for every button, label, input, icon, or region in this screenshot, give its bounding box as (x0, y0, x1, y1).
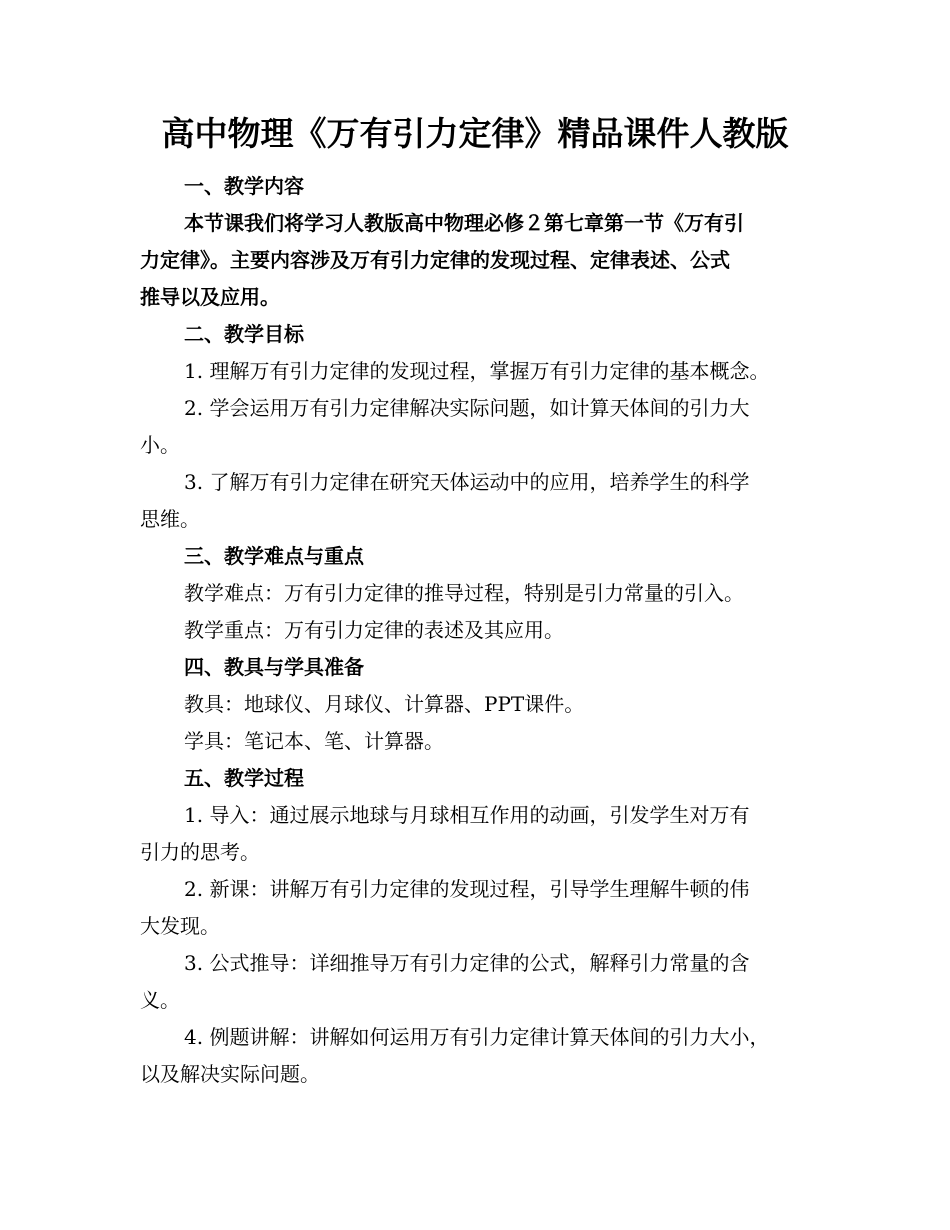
paragraph-line: 引力的思考。 (140, 840, 260, 864)
section-heading-difficulties: 三、教学难点与重点 (184, 544, 364, 568)
paragraph-line: 1. 导入：通过展示地球与月球相互作用的动画，引发学生对万有 (184, 803, 750, 827)
paragraph-line: 推导以及应用。 (140, 285, 280, 309)
paragraph-line: 力定律》。主要内容涉及万有引力定律的发现过程、定律表述、公式 (140, 248, 730, 272)
paragraph-line: 教学重点：万有引力定律的表述及其应用。 (184, 618, 564, 642)
paragraph-line: 3. 了解万有引力定律在研究天体运动中的应用，培养学生的科学 (184, 470, 750, 494)
paragraph-line: 小。 (140, 433, 180, 457)
paragraph-line: 思维。 (140, 507, 200, 531)
section-heading-content: 一、教学内容 (184, 174, 304, 198)
paragraph-line: 1. 理解万有引力定律的发现过程，掌握万有引力定律的基本概念。 (184, 359, 770, 383)
section-heading-objectives: 二、教学目标 (184, 322, 304, 346)
section-heading-process: 五、教学过程 (184, 766, 304, 790)
paragraph-line: 学具：笔记本、笔、计算器。 (184, 729, 444, 753)
paragraph-line: 2. 新课：讲解万有引力定律的发现过程，引导学生理解牛顿的伟 (184, 877, 750, 901)
paragraph-line: 2. 学会运用万有引力定律解决实际问题，如计算天体间的引力大 (184, 396, 750, 420)
paragraph-line: 以及解决实际问题。 (140, 1062, 320, 1086)
paragraph-line: 4. 例题讲解：讲解如何运用万有引力定律计算天体间的引力大小， (184, 1025, 770, 1049)
paragraph-line: 大发现。 (140, 914, 220, 938)
paragraph-line: 教学难点：万有引力定律的推导过程，特别是引力常量的引入。 (184, 581, 744, 605)
paragraph-line: 义。 (140, 988, 180, 1012)
section-heading-materials: 四、教具与学具准备 (184, 655, 364, 679)
paragraph-line: 本节课我们将学习人教版高中物理必修２第七章第一节《万有引 (184, 211, 744, 235)
document-title: 高中物理《万有引力定律》精品课件人教版 (161, 114, 789, 153)
paragraph-line: 3. 公式推导：详细推导万有引力定律的公式，解释引力常量的含 (184, 951, 750, 975)
paragraph-line: 教具：地球仪、月球仪、计算器、PPT课件。 (184, 692, 585, 716)
